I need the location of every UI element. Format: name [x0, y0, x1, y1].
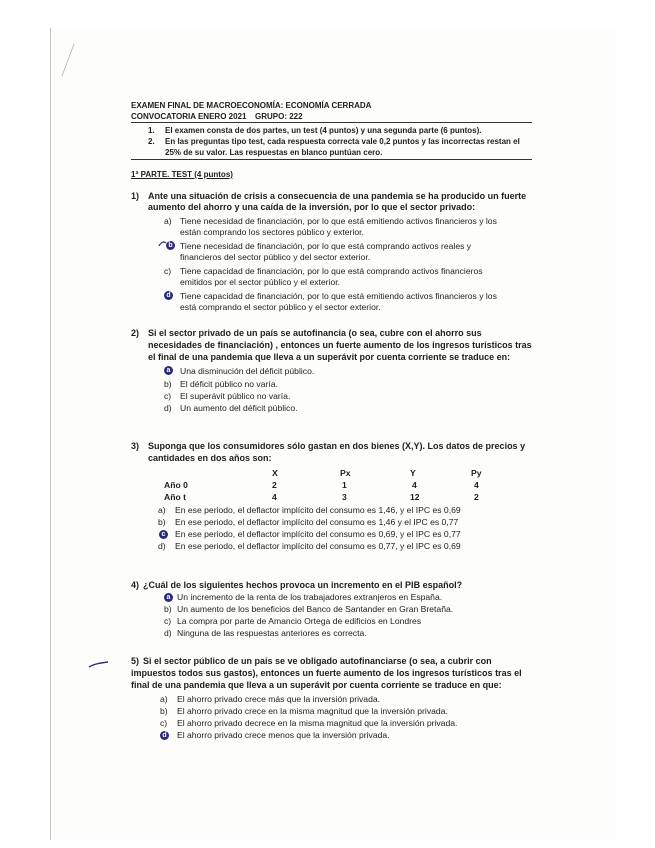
table-cell: Año 0 [164, 480, 188, 490]
answer-circle-b: b [166, 241, 175, 250]
question-number: 3) [131, 441, 140, 451]
option-letter: d) [158, 541, 166, 551]
option-text: Ninguna de las respuestas anteriores es correcta. [177, 628, 367, 638]
answer-circle-c: c [159, 530, 168, 539]
header-rule [131, 122, 532, 123]
question-text: el final de una pandemia que lleva a un superávit por cuenta corriente se traduce en: [148, 352, 511, 362]
option-text: están comprando los sectores público y exterior. [180, 227, 364, 237]
question-text: ¿Cuál de los siguientes hechos provoca un incremento en el PIB español? [143, 580, 463, 590]
section-title: 1ª PARTE. TEST (4 puntos) [131, 170, 233, 179]
option-text: En ese periodo, el deflactor implícito del consumo es 0,77, y el IPC es 0,69 [175, 541, 461, 551]
table-header: Py [471, 468, 482, 478]
option-letter: c) [164, 391, 172, 401]
table-cell: 3 [342, 492, 347, 502]
grupo: GRUPO: 222 [255, 112, 303, 121]
option-text: Un aumento de los beneficios del Banco de Santander en Gran Bretaña. [177, 604, 454, 614]
instruction-number: 2. [148, 137, 155, 146]
answer-circle-d: d [160, 731, 169, 740]
question-text: Si el sector público de un país se ve obligado autofinanciarse (o sea, a cubrir con [143, 656, 492, 666]
table-cell: 2 [272, 480, 277, 490]
option-letter: c) [160, 718, 168, 728]
option-text: Una disminución del déficit público. [180, 366, 315, 376]
question-text: cantidades en dos años son: [148, 453, 272, 463]
option-letter: b) [164, 604, 172, 614]
table-header: Y [410, 468, 416, 478]
instruction-text: En las preguntas tipo test, cada respuesta correcta vale 0,2 puntos y las incorrectas restan el [165, 137, 520, 146]
option-letter: c) [164, 616, 172, 626]
option-letter: a) [160, 694, 168, 704]
question-text: impuestos todos sus gastos), entonces un fuerte aumento de los ingresos turísticos tras el [131, 668, 522, 678]
table-header: Px [340, 468, 351, 478]
table-cell: 1 [342, 480, 347, 490]
table-cell: Año t [164, 492, 186, 502]
option-text: Tiene necesidad de financiación, por lo que está emitiendo activos financieros y los [180, 216, 497, 226]
option-text: financieros del sector público y del sector exterior. [180, 252, 371, 262]
table-cell: 2 [474, 492, 479, 502]
answer-circle-a: a [164, 366, 173, 375]
option-text: El ahorro privado decrece en la misma magnitud que la inversión privada. [177, 718, 458, 728]
question-number: 1) [131, 191, 140, 201]
question-number: 2) [131, 328, 140, 338]
instruction-number: 1. [148, 126, 155, 135]
option-text: Un incremento de la renta de los trabajadores extranjeros en España. [177, 592, 443, 602]
table-cell: 4 [412, 480, 417, 490]
option-text: El ahorro privado crece más que la inversión privada. [177, 694, 381, 704]
option-text: Tiene capacidad de financiación, por lo que está comprando activos financieros [180, 266, 483, 276]
answer-circle-d: d [164, 291, 173, 300]
convocatoria: CONVOCATORIA ENERO 2021 [131, 112, 247, 121]
option-text: En ese periodo, el deflactor implícito del consumo es 1,46, y el IPC es 0,69 [175, 505, 461, 515]
option-letter: b) [160, 706, 168, 716]
header-rule-bottom [131, 159, 532, 160]
table-header: X [272, 468, 278, 478]
option-letter: d) [164, 403, 172, 413]
question-text: necesidades de financiación) , entonces un fuerte aumento de los ingresos turísticos tras [148, 340, 532, 350]
option-text: La compra por parte de Amancio Ortega de edificios en Londres [177, 616, 422, 626]
option-letter: d) [164, 628, 172, 638]
option-text: Un aumento del déficit público. [180, 403, 298, 413]
option-text: emitidos por el sector público y el exterior. [180, 277, 341, 287]
option-letter: a) [158, 505, 166, 515]
pencil-mark [60, 40, 80, 80]
exam-title: EXAMEN FINAL DE MACROECONOMÍA: ECONOMÍA CERRADA [131, 101, 372, 110]
option-letter: c) [164, 266, 172, 276]
question-text: Suponga que los consumidores sólo gastan en dos bienes (X,Y). Los datos de precios y [148, 441, 526, 451]
instruction-text: El examen consta de dos partes, un test (4 puntos) y una segunda parte (6 puntos). [165, 126, 482, 135]
option-text: En ese periodo, el deflactor implícito del consumo es 0,69, y el IPC es 0,77 [175, 529, 461, 539]
question-number: 4) [131, 580, 140, 590]
option-text: El ahorro privado crece en la misma magnitud que la inversión privada. [177, 706, 448, 716]
answer-circle-a: a [164, 593, 173, 602]
option-text: El superávit público no varía. [180, 391, 291, 401]
question-text: Si el sector privado de un país se autofinancia (o sea, cubre con el ahorro sus [148, 328, 482, 338]
option-letter: b) [158, 517, 166, 527]
table-cell: 4 [474, 480, 479, 490]
option-text: Tiene capacidad de financiación, por lo que está emitiendo activos financieros y los [180, 291, 497, 301]
option-text: está comprando el sector público y el sector exterior. [180, 302, 381, 312]
option-text: El déficit público no varía. [180, 379, 278, 389]
question-text: aumento del ahorro y una caída de la inversión, por lo que el sector privado: [148, 202, 476, 212]
table-cell: 4 [272, 492, 277, 502]
instruction-text: 25% de su valor. Las respuestas en blanco puntúan cero. [165, 148, 383, 157]
question-text: Ante una situación de crisis a consecuencia de una pandemia se ha producido un fuerte [148, 191, 527, 201]
pen-mark [88, 660, 110, 670]
option-letter: b) [164, 379, 172, 389]
question-number: 5) [131, 656, 140, 666]
option-text: El ahorro privado crece menos que la inversión privada. [177, 730, 390, 740]
table-cell: 12 [410, 492, 420, 502]
option-letter: a) [164, 216, 172, 226]
option-text: En ese periodo, el deflactor implícito del consumo es 1,46 y el IPC es 0,77 [175, 517, 459, 527]
question-text: final de una pandemia que lleva a un superávit por cuenta corriente se traduce en que: [131, 680, 502, 690]
option-text: Tiene necesidad de financiación, por lo que está comprando activos reales y [180, 241, 472, 251]
